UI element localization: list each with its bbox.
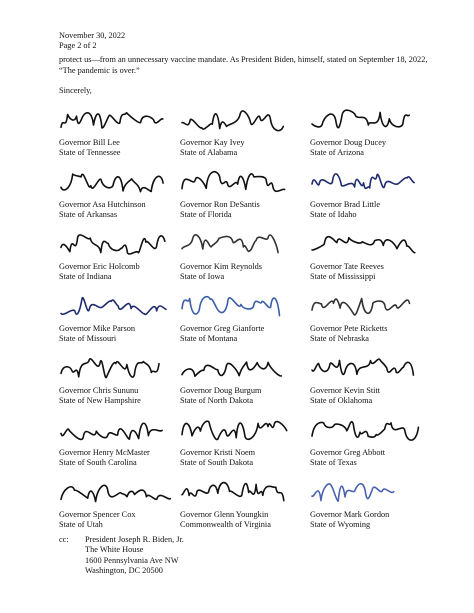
- cc-label: cc:: [59, 535, 69, 544]
- signature-stroke: [312, 110, 409, 128]
- signature-stroke: [182, 421, 287, 439]
- governor-state: State of Alabama: [180, 148, 238, 157]
- signature-scribble: [180, 410, 290, 450]
- governor-state: State of Mississippi: [310, 272, 376, 281]
- governor-state: State of Iowa: [180, 272, 225, 281]
- governor-name: Governor Bill Lee: [59, 138, 120, 147]
- cc-line: The White House: [85, 545, 144, 555]
- governor-name: Governor Kay Ivey: [180, 138, 245, 147]
- signature-scribble: [180, 100, 290, 140]
- signature-scribble: [310, 100, 420, 140]
- closing: Sincerely,: [59, 86, 92, 95]
- governor-state: State of North Dakota: [180, 396, 254, 405]
- governor-state: State of Tennessee: [59, 148, 121, 157]
- signature-stroke: [61, 298, 166, 315]
- signature-stroke: [61, 423, 162, 439]
- signature: [59, 100, 169, 140]
- signature-stroke: [312, 422, 418, 440]
- governor-state: State of Montana: [180, 334, 238, 343]
- signature: [59, 348, 169, 388]
- cc-line: 1600 Pennsylvania Ave NW: [85, 555, 179, 565]
- governor-name: Governor Doug Burgum: [180, 386, 262, 395]
- signature: [180, 286, 290, 326]
- signature: [180, 224, 290, 264]
- governor-name: Governor Chris Sununu: [59, 386, 139, 395]
- governor-name: Governor Glenn Youngkin: [180, 510, 269, 519]
- governor-state: State of Idaho: [310, 210, 357, 219]
- cc-line: President Joseph R. Biden, Jr.: [85, 535, 184, 544]
- signature-scribble: [310, 162, 420, 202]
- governor-name: Governor Mike Parson: [59, 324, 136, 333]
- signature-scribble: [180, 472, 290, 512]
- signature: [310, 224, 420, 264]
- signature-stroke: [61, 485, 170, 501]
- page-number: Page 2 of 2: [59, 41, 97, 50]
- signature-stroke: [312, 299, 410, 315]
- signature-scribble: [59, 348, 169, 388]
- governor-state: State of Arizona: [310, 148, 364, 157]
- signature-scribble: [310, 472, 420, 512]
- governor-state: State of South Carolina: [59, 458, 137, 467]
- governor-state: State of Texas: [310, 458, 357, 467]
- signature-scribble: [180, 348, 290, 388]
- governor-state: State of Oklahoma: [310, 396, 373, 405]
- governor-name: Governor Pete Ricketts: [310, 324, 388, 333]
- governor-name: Governor Ron DeSantis: [180, 200, 260, 209]
- signature-scribble: [59, 410, 169, 450]
- signature: [180, 100, 290, 140]
- governor-state: Commonwealth of Virginia: [180, 520, 271, 529]
- governor-name: Governor Asa Hutchinson: [59, 200, 146, 209]
- governor-state: State of Florida: [180, 210, 232, 219]
- signature: [59, 472, 169, 512]
- signature-stroke: [61, 235, 165, 254]
- signature-scribble: [59, 286, 169, 326]
- signature: [59, 162, 169, 202]
- signature: [59, 224, 169, 264]
- signature-scribble: [59, 472, 169, 512]
- governor-name: Governor Kim Reynolds: [180, 262, 263, 271]
- signature: [180, 348, 290, 388]
- signature-scribble: [310, 410, 420, 450]
- signature: [180, 410, 290, 450]
- signature-scribble: [59, 224, 169, 264]
- governor-state: State of Utah: [59, 520, 103, 529]
- governor-state: State of New Hampshire: [59, 396, 141, 405]
- signature: [59, 410, 169, 450]
- governor-name: Governor Mark Gordon: [310, 510, 390, 519]
- governor-state: State of South Dakota: [180, 458, 254, 467]
- signature-scribble: [310, 348, 420, 388]
- signature-stroke: [61, 174, 163, 192]
- governor-name: Governor Brad Little: [310, 200, 381, 209]
- governor-name: Governor Greg Gianforte: [180, 324, 265, 333]
- governor-state: State of Nebraska: [310, 334, 369, 343]
- governor-state: State of Wyoming: [310, 520, 371, 529]
- signature: [310, 348, 420, 388]
- signature-scribble: [310, 286, 420, 326]
- governor-name: Governor Tate Reeves: [310, 262, 384, 271]
- signature-stroke: [182, 297, 280, 316]
- signature-scribble: [59, 100, 169, 140]
- signature: [59, 286, 169, 326]
- cc-recipient: [85, 535, 184, 577]
- signature-stroke: [312, 237, 415, 253]
- signature-stroke: [182, 235, 278, 253]
- signature: [310, 162, 420, 202]
- signature: [310, 100, 420, 140]
- signature: [310, 472, 420, 512]
- cc-line: Washington, DC 20500: [85, 566, 163, 576]
- signature-stroke: [182, 362, 281, 376]
- signature-scribble: [180, 162, 290, 202]
- signature-scribble: [59, 162, 169, 202]
- signature: [310, 286, 420, 326]
- governor-name: Governor Greg Abbott: [310, 448, 386, 457]
- signature: [310, 410, 420, 450]
- letter-date: November 30, 2022: [59, 31, 126, 40]
- signature-stroke: [61, 113, 163, 128]
- governor-state: State of Missouri: [59, 334, 117, 343]
- signature-stroke: [312, 359, 413, 375]
- body-paragraph: protect us—from an unnecessary vaccine mandate. As President Biden, himself, stated on September 18, 2022, “The pandemic is over.”: [59, 55, 428, 75]
- governor-state: State of Arkansas: [59, 210, 118, 219]
- governor-name: Governor Eric Holcomb: [59, 262, 140, 271]
- signature-scribble: [310, 224, 420, 264]
- governor-state: State of Indiana: [59, 272, 112, 281]
- signature-stroke: [182, 483, 284, 501]
- governor-name: Governor Doug Ducey: [310, 138, 387, 147]
- governor-name: Governor Kevin Stitt: [310, 386, 381, 395]
- signature-scribble: [180, 224, 290, 264]
- governor-name: Governor Kristi Noem: [180, 448, 256, 457]
- governor-name: Governor Spencer Cox: [59, 510, 136, 519]
- signature: [180, 162, 290, 202]
- signature: [180, 472, 290, 512]
- signature-stroke: [182, 172, 285, 192]
- signature-stroke: [182, 111, 283, 131]
- signature-stroke: [312, 484, 394, 501]
- signature-stroke: [312, 174, 414, 189]
- signature-scribble: [180, 286, 290, 326]
- governor-name: Governor Henry McMaster: [59, 448, 150, 457]
- signature-stroke: [61, 359, 159, 378]
